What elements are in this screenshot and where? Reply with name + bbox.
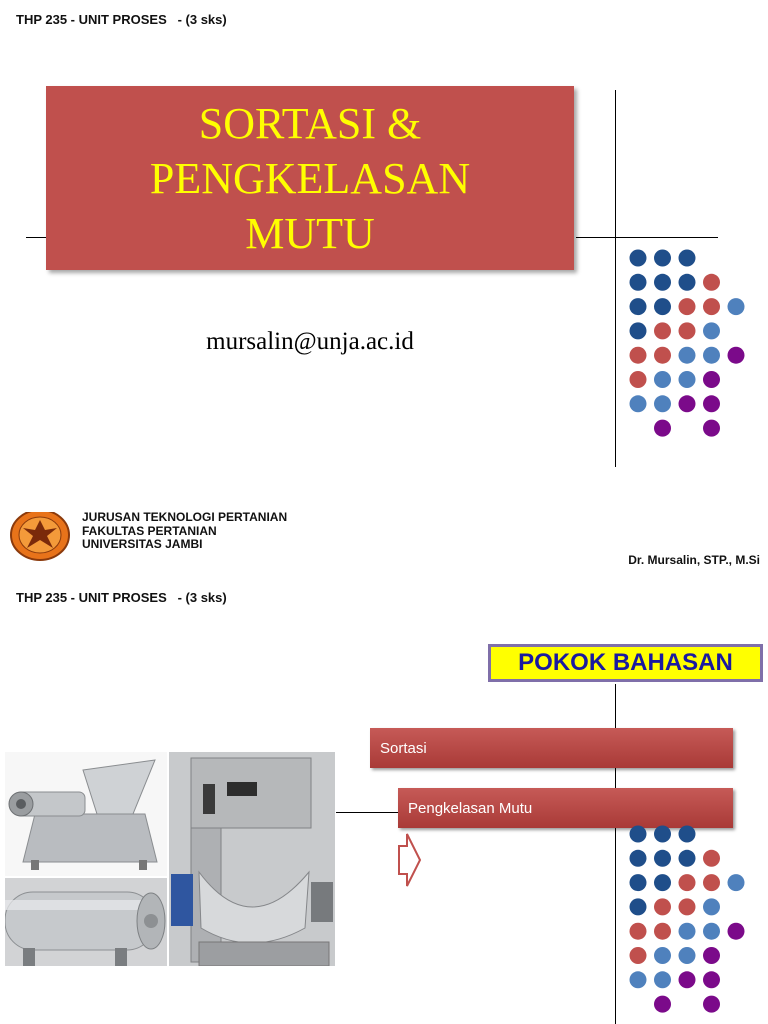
decor-dot — [654, 971, 671, 988]
decor-dot — [728, 874, 745, 891]
decor-dot — [703, 371, 720, 388]
decor-dot — [630, 874, 647, 891]
decor-dot — [630, 298, 647, 315]
decor-dot — [654, 947, 671, 964]
decor-dot — [630, 826, 647, 843]
decor-dot — [630, 947, 647, 964]
decor-dot — [654, 274, 671, 291]
decor-dot — [679, 850, 696, 867]
decor-dot — [630, 250, 647, 267]
decor-dot — [630, 850, 647, 867]
author-name: Dr. Mursalin, STP., M.Si — [628, 553, 760, 567]
decor-dot — [630, 971, 647, 988]
decor-dot — [703, 395, 720, 412]
topic-sortasi: Sortasi — [370, 728, 733, 768]
decor-dot — [679, 322, 696, 339]
institution-line-3: UNIVERSITAS JAMBI — [82, 537, 203, 551]
decor-dot — [703, 420, 720, 437]
institution-line-2: FAKULTAS PERTANIAN — [82, 523, 217, 538]
decor-dot — [654, 250, 671, 267]
decor-dot — [679, 347, 696, 364]
decor-dot — [630, 898, 647, 915]
decor-dot — [679, 923, 696, 940]
slide-topics — [0, 512, 768, 1024]
decor-dot — [703, 874, 720, 891]
decor-dot — [703, 850, 720, 867]
author-email: mursalin@unja.ac.id — [206, 328, 414, 355]
course-label: THP 235 - UNIT PROSES - (3 sks) — [16, 12, 227, 27]
decor-dot — [679, 274, 696, 291]
decor-dot — [654, 298, 671, 315]
decor-dot — [654, 826, 671, 843]
decor-dot — [679, 971, 696, 988]
decor-dot — [654, 898, 671, 915]
decor-dot — [630, 395, 647, 412]
decor-dot — [679, 371, 696, 388]
decor-dot — [728, 298, 745, 315]
decor-dot — [728, 347, 745, 364]
decor-dot — [654, 923, 671, 940]
title-line-2: PENGKELASAN — [149, 153, 471, 203]
section-heading: POKOK BAHASAN — [488, 644, 763, 682]
decor-dot — [630, 371, 647, 388]
dot-grid-decoration — [0, 512, 768, 1024]
decor-dot — [703, 898, 720, 915]
decor-dot — [703, 274, 720, 291]
decor-dot — [654, 371, 671, 388]
title-line-1: SORTASI & — [198, 98, 422, 148]
decor-dot — [679, 898, 696, 915]
decor-dot — [630, 923, 647, 940]
decor-dot — [679, 826, 696, 843]
decor-dot — [630, 322, 647, 339]
decor-dot — [703, 347, 720, 364]
decor-dot — [654, 874, 671, 891]
decor-dot — [630, 274, 647, 291]
institution-line-1: JURUSAN TEKNOLOGI PERTANIAN — [82, 512, 288, 524]
decor-dot — [679, 250, 696, 267]
topic-pengkelasan-mutu: Pengkelasan Mutu — [398, 788, 733, 828]
decor-dot — [654, 395, 671, 412]
title-line-3: MUTU — [245, 208, 375, 258]
decor-dot — [630, 347, 647, 364]
decor-dot — [654, 347, 671, 364]
decor-dot — [654, 322, 671, 339]
decor-dot — [679, 298, 696, 315]
decor-dot — [703, 923, 720, 940]
decor-dot — [703, 322, 720, 339]
decor-dot — [703, 971, 720, 988]
decor-dot — [654, 420, 671, 437]
decor-dot — [728, 923, 745, 940]
decor-dot — [703, 298, 720, 315]
decor-dot — [703, 996, 720, 1013]
decor-dot — [679, 947, 696, 964]
decor-dot — [654, 850, 671, 867]
decor-dot — [679, 395, 696, 412]
decor-dot — [679, 874, 696, 891]
decor-dot — [654, 996, 671, 1013]
decor-dot — [703, 947, 720, 964]
course-label: THP 235 - UNIT PROSES - (3 sks) — [16, 590, 227, 605]
